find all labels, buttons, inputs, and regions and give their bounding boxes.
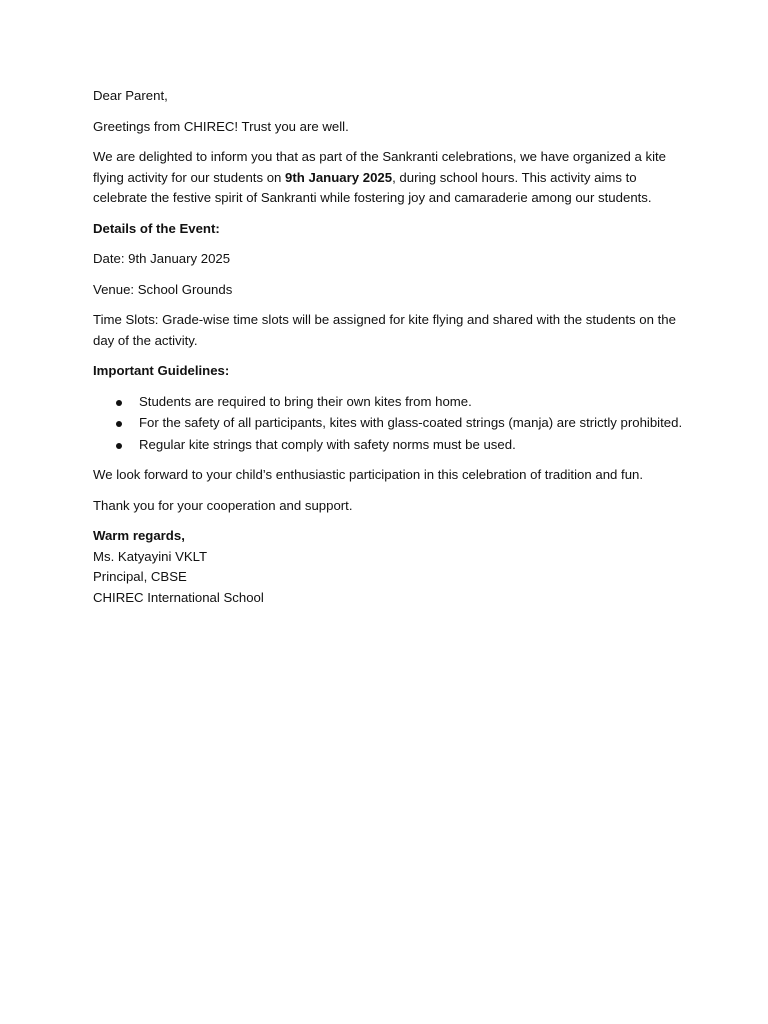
intro-text-start: We are delighted to inform you that as part of the Sankranti celebrations, we have organized a kite flying activity for our students on (93, 149, 667, 185)
salutation: Dear Parent, (93, 88, 168, 103)
guideline-text: For the safety of all participants, kites with glass-coated strings (manja) are strictly prohibited. (139, 415, 683, 430)
closing-paragraph: We look forward to your child’s enthusiastic participation in this celebration of tradition and fun. (93, 467, 644, 482)
signoff-regards: Warm regards, (93, 528, 185, 543)
guideline-text: Students are required to bring their own kites from home. (139, 393, 472, 409)
event-date: Date: 9th January 2025 (93, 251, 231, 266)
intro-text-end: , during school hours. This activity aims to celebrate the festive spirit of Sankranti while fostering joy and camaraderie among our students. (93, 169, 652, 205)
school-name: CHIREC International School (93, 589, 264, 605)
intro-paragraph (93, 147, 693, 209)
greeting: Greetings from CHIREC! Trust you are well. (93, 118, 349, 134)
list-item (93, 413, 693, 434)
event-time-slots: Time Slots: Grade-wise time slots will be assigned for kite flying and shared with the students on the day of the activity. (93, 312, 676, 348)
signatory-name: Ms. Katyayini VKLT (93, 548, 208, 564)
bullet-icon (116, 400, 122, 406)
event-venue: Venue: School Grounds (93, 281, 233, 297)
list-item (93, 435, 693, 456)
guidelines-list (93, 392, 693, 456)
signature-block (93, 526, 693, 608)
bullet-icon (116, 421, 122, 427)
list-item (93, 392, 693, 413)
bullet-icon (116, 443, 122, 449)
event-date-bold: 9th January 2025 (285, 169, 393, 185)
signatory-title: Principal, CBSE (93, 569, 187, 584)
details-heading: Details of the Event: (93, 220, 220, 236)
guidelines-heading: Important Guidelines: (93, 363, 230, 378)
letter-body (93, 86, 693, 608)
guideline-text: Regular kite strings that comply with safety norms must be used. (139, 436, 516, 452)
thanks-line: Thank you for your cooperation and support. (93, 497, 353, 513)
